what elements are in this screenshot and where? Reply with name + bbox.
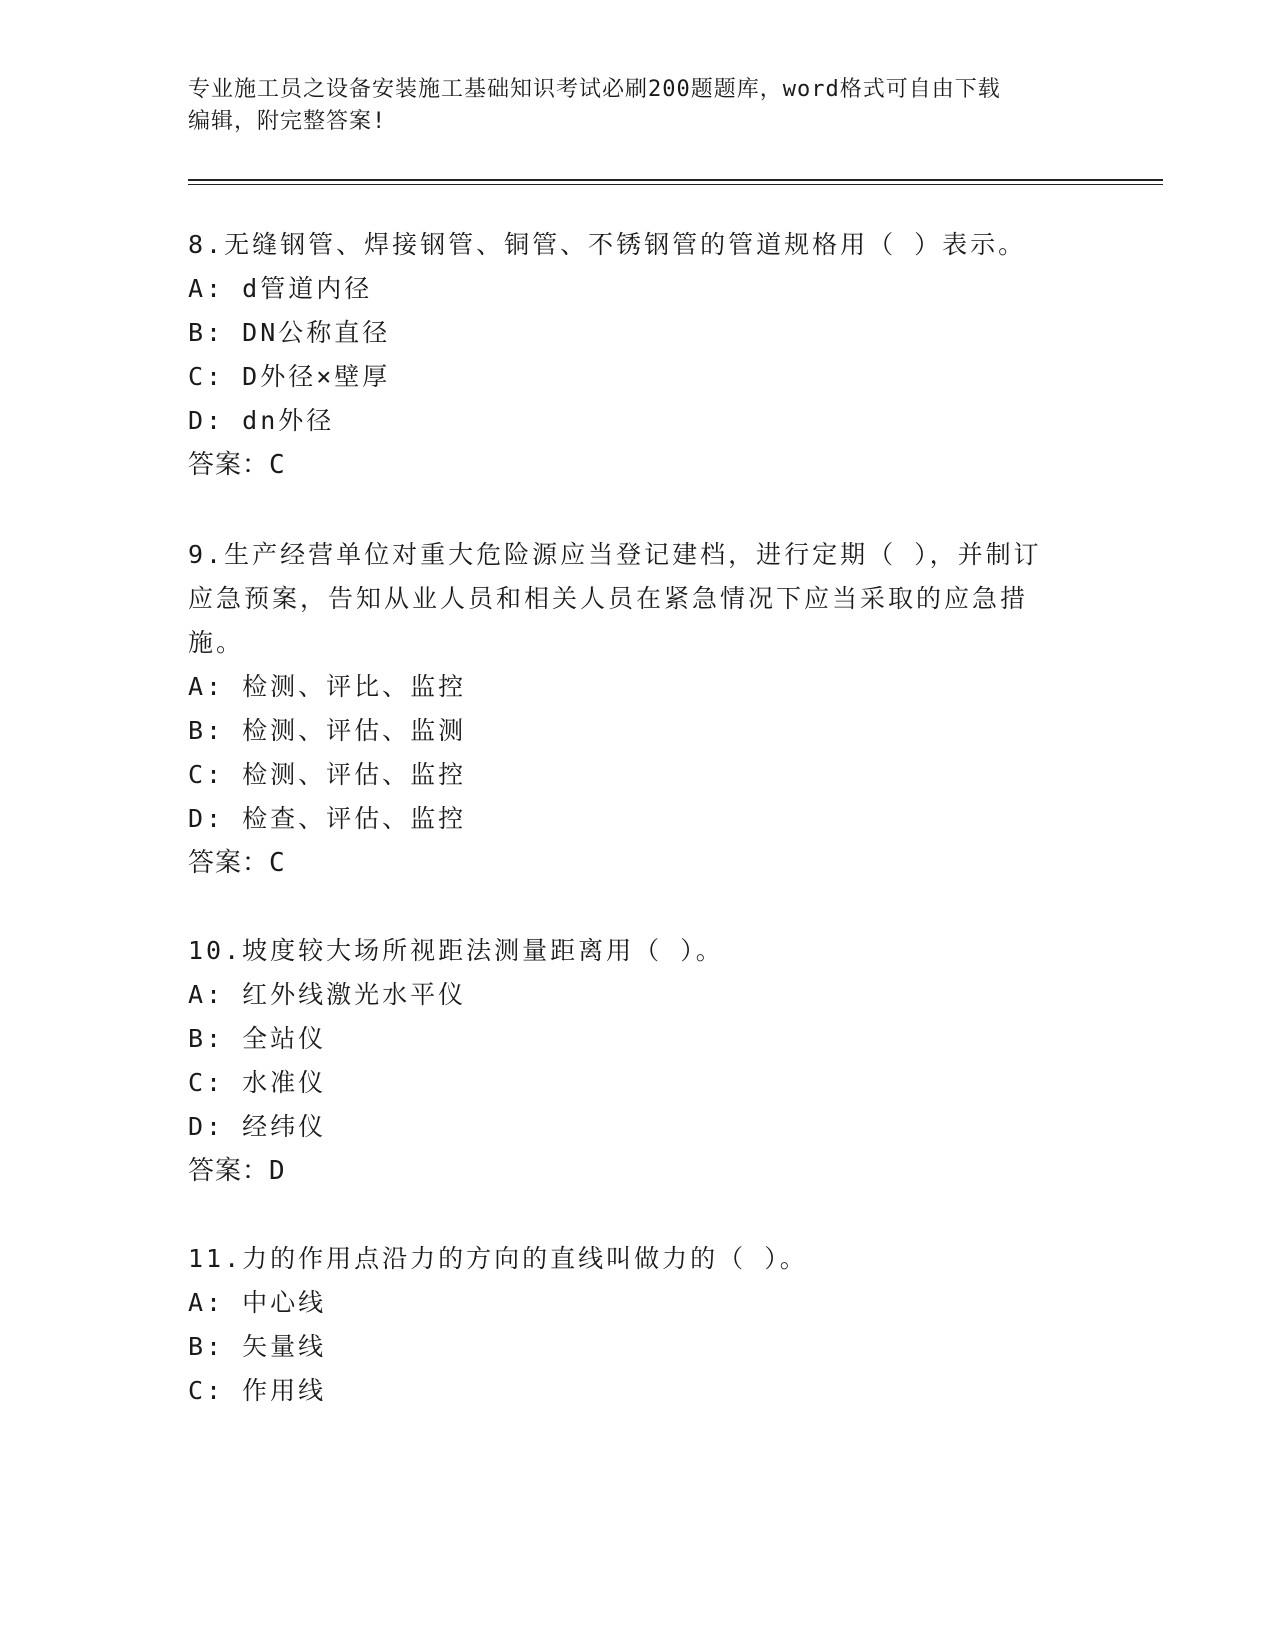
question-11-option-a: A: 中心线 (188, 1288, 327, 1317)
question-10-option-b: B: 全站仪 (188, 1024, 327, 1053)
question-9-option-b: B: 检测、评估、监测 (188, 716, 467, 745)
question-8-option-d: D: dn外径 (188, 406, 335, 435)
question-9-option-d: D: 检查、评估、监控 (188, 804, 467, 833)
header-rule-thin (188, 184, 1163, 185)
question-8-answer: 答案：C (188, 450, 286, 480)
question-9-stem-line-3: 施。 (188, 628, 245, 657)
question-9-answer: 答案：C (188, 848, 286, 878)
question-9-stem-line-2: 应急预案，告知从业人员和相关人员在紧急情况下应当采取的应急措 (188, 584, 1029, 613)
question-10-answer: 答案：D (188, 1156, 286, 1186)
document-header (188, 74, 1068, 138)
question-9-option-a: A: 检测、评比、监控 (188, 672, 467, 701)
header-rule-thick (188, 179, 1163, 181)
question-9-option-c: C: 检测、评估、监控 (188, 760, 467, 789)
question-11-option-b: B: 矢量线 (188, 1332, 327, 1361)
question-8-stem: 8.无缝钢管、焊接钢管、铜管、不锈钢管的管道规格用（ ）表示。 (188, 230, 1027, 259)
question-8-option-b: B: DN公称直径 (188, 318, 391, 347)
question-8-option-a: A: d管道内径 (188, 274, 373, 303)
question-10-stem: 10.坡度较大场所视距法测量距离用（ ）。 (188, 936, 724, 965)
header-line-2: 编辑，附完整答案! (188, 109, 387, 134)
question-8-option-c: C: D外径×壁厚 (188, 362, 391, 391)
question-11-stem: 11.力的作用点沿力的方向的直线叫做力的（ ）。 (188, 1244, 808, 1273)
question-10-option-a: A: 红外线激光水平仪 (188, 980, 467, 1009)
question-9-stem-line-1: 9.生产经营单位对重大危险源应当登记建档，进行定期（ ），并制订 (188, 540, 1042, 569)
header-line-1: 专业施工员之设备安装施工基础知识考试必刷200题题库，word格式可自由下载 (188, 77, 1001, 102)
question-10-option-d: D: 经纬仪 (188, 1112, 327, 1141)
question-11-option-c: C: 作用线 (188, 1376, 327, 1405)
question-10-option-c: C: 水准仪 (188, 1068, 327, 1097)
